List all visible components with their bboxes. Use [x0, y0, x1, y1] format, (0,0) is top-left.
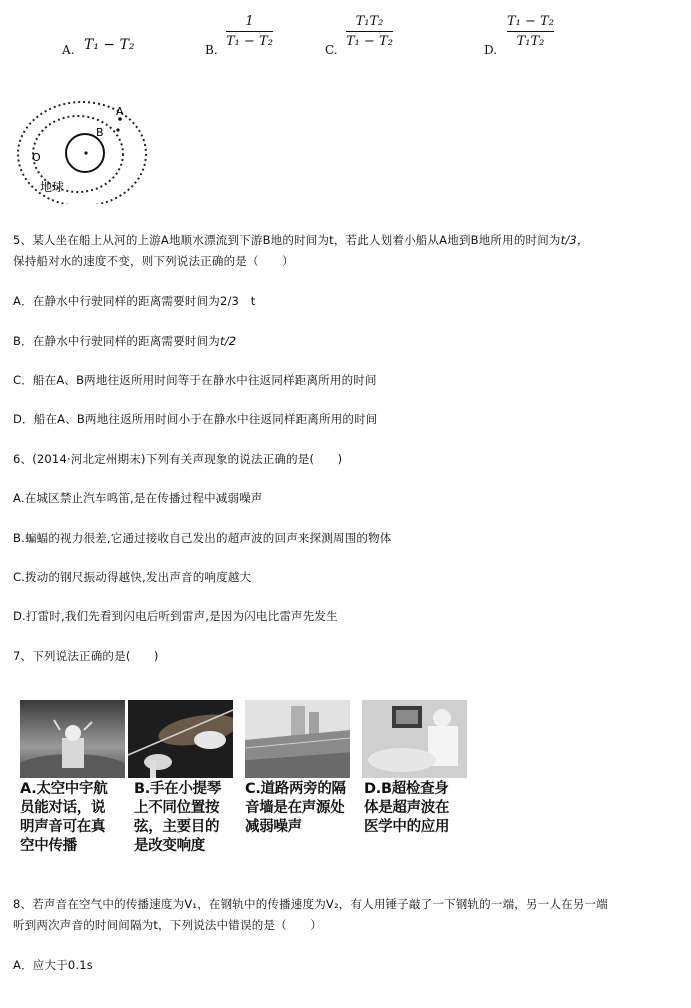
label-earth: 地球: [40, 180, 65, 194]
label-b: B: [96, 126, 104, 139]
q6-stem: 6、(2014·河北定州期末)下列有关声现象的说法正确的是( ): [13, 452, 343, 466]
option-b-denominator: T₁ − T₂: [226, 34, 273, 49]
option-b-label: B.: [205, 43, 218, 57]
option-d-fraction: [507, 14, 554, 49]
caption-d-line: 体是超声波在: [364, 800, 450, 816]
option-c-label: C.: [325, 43, 338, 57]
option-c-denominator: T₁ − T₂: [346, 34, 393, 49]
q5-line2: 保持船对水的速度不变，则下列说法正确的是（ ）: [13, 254, 294, 268]
caption-c-line: 减弱噪声: [245, 819, 302, 835]
q7-stem: 7、下列说法正确的是( ): [13, 649, 159, 663]
caption-d-line: 医学中的应用: [364, 819, 450, 835]
sound-barrier-photo: [245, 700, 350, 778]
option-d-denominator: T₁T₂: [516, 34, 545, 49]
caption-c: [245, 780, 346, 837]
caption-a-line: 空中传播: [20, 838, 77, 854]
option-b-numerator: 1: [245, 14, 254, 29]
q8-option-a: A．应大于0.1s: [13, 958, 93, 972]
caption-c-line: 音墙是在声源处: [245, 800, 345, 816]
option-d-label: D.: [484, 43, 498, 57]
caption-a-line: A.太空中宇航: [20, 781, 108, 797]
q6-option-b: B.蝙蝠的视力很差,它通过接收自己发出的超声波的回声来探测周围的物体: [13, 531, 392, 545]
q5-option-d: D．船在A、B两地往返所用时间小于在静水中往返同样距离所用的时间: [13, 412, 378, 426]
caption-c-line: C.道路两旁的隔: [245, 781, 346, 797]
q5-option-b-tail: t/2: [220, 334, 237, 348]
option-c-fraction: [346, 14, 393, 49]
caption-b-line: 上不同位置按: [134, 800, 220, 816]
earth-center-dot: [84, 151, 87, 154]
q8-line2: 听到两次声音的时间间隔为t，下列说法中错误的是（ ）: [13, 918, 322, 932]
option-a-label: A.: [62, 43, 75, 57]
q5-option-b: [13, 333, 236, 349]
caption-a: [20, 780, 107, 856]
astronaut-photo: [20, 700, 125, 778]
caption-b-line: 弦，主要目的: [134, 819, 220, 835]
option-d-numerator: T₁ − T₂: [507, 14, 554, 29]
caption-b: [134, 780, 221, 856]
point-b-dot: [116, 128, 119, 131]
ultrasound-photo: [362, 700, 467, 778]
label-o: O: [32, 151, 41, 164]
caption-b-line: B.手在小提琴: [134, 781, 221, 797]
caption-b-line: 是改变响度: [134, 838, 205, 854]
option-c-numerator: T₁T₂: [355, 14, 384, 29]
orbit-diagram: [10, 84, 160, 204]
q5-option-c: C．船在A、B两地往返所用时间等于在静水中往返同样距离所用的时间: [13, 373, 377, 387]
caption-d: [364, 780, 449, 837]
option-b-fraction: [226, 14, 273, 49]
caption-d-line: D.B超检查身: [364, 781, 449, 797]
q6-option-a: A.在城区禁止汽车鸣笛,是在传播过程中减弱噪声: [13, 491, 263, 505]
q8-line1: 8、若声音在空气中的传播速度为V₁，在钢轨中的传播速度为V₂，有人用锤子敲了一下钢轨的一端，另一人在另一端: [13, 897, 608, 911]
q5-option-b-text: B．在静水中行驶同样的距离需要时间为: [13, 334, 220, 348]
label-a: A: [116, 105, 124, 118]
violin-photo: [128, 700, 233, 778]
q6-option-c: C.拨动的钢尺振动得越快,发出声音的响度越大: [13, 570, 252, 584]
q5-option-a: A．在静水中行驶同样的距离需要时间为2/3 t: [13, 294, 256, 308]
q5-line1-text: 5、某人坐在船上从河的上游A地顺水漂流到下游B地的时间为t，若此人划着小船从A地到B地所用的时间为: [13, 233, 561, 247]
q6-option-d: D.打雷时,我们先看到闪电后听到雷声,是因为闪电比雷声先发生: [13, 609, 338, 623]
caption-a-line: 员能对话，说: [20, 800, 106, 816]
q5-line1: [13, 232, 589, 248]
option-a-expr: T₁ − T₂: [84, 37, 135, 53]
caption-a-line: 明声音可在真: [20, 819, 106, 835]
q5-line1-tail: t/3，: [560, 233, 589, 247]
